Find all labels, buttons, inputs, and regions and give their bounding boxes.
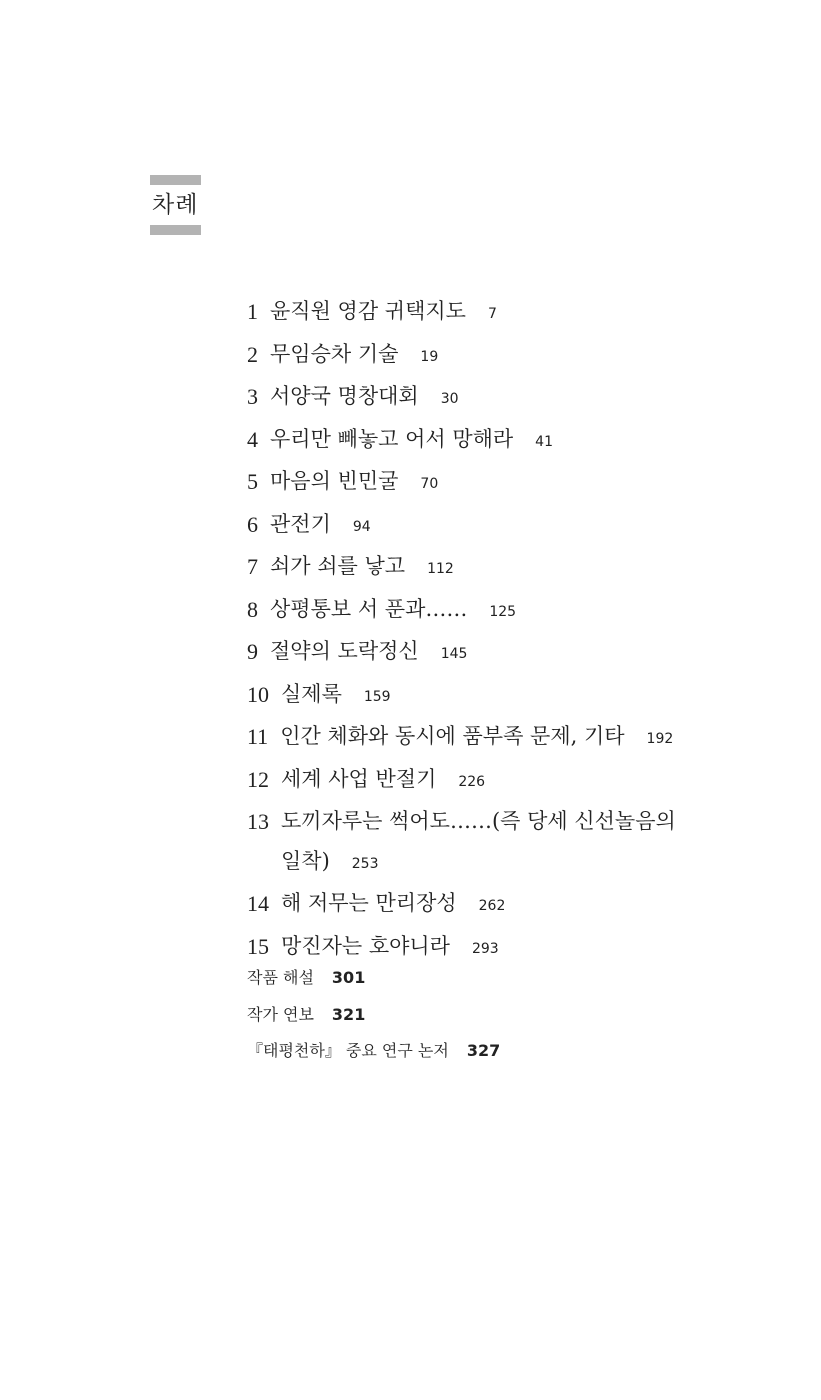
- chapter-page: 253: [351, 855, 379, 872]
- page-title: 차례: [152, 192, 199, 218]
- chapter-number: 11: [247, 724, 269, 749]
- chapter-title: 무임승차 기술: [270, 341, 399, 366]
- appendix-entry[interactable]: [247, 960, 500, 997]
- toc-entry[interactable]: [247, 462, 687, 505]
- toc-entry[interactable]: [247, 760, 687, 803]
- chapter-title-wrap: [270, 335, 687, 378]
- chapter-title-wrap: [270, 292, 687, 335]
- chapter-number: 2: [247, 341, 258, 367]
- chapter-title: 서양국 명창대회: [270, 384, 419, 408]
- chapter-page: 145: [440, 646, 468, 662]
- chapter-title-wrap: [270, 505, 687, 548]
- chapter-title-wrap: [270, 420, 687, 463]
- chapter-number: 5: [247, 469, 258, 494]
- chapter-list: [247, 292, 687, 969]
- heading-bar-top: [150, 175, 201, 185]
- chapter-title-wrap: [270, 547, 687, 590]
- toc-entry[interactable]: [247, 505, 687, 548]
- chapter-title: 쇠가 쇠를 낳고: [270, 554, 406, 578]
- chapter-title: 망진자는 호야니라: [281, 933, 450, 958]
- heading-bar-bottom: [150, 225, 201, 235]
- appendix-title: 작품 해설: [247, 968, 314, 987]
- chapter-title-wrap: [270, 632, 687, 675]
- chapter-number: 8: [247, 596, 258, 622]
- toc-entry[interactable]: [247, 420, 687, 463]
- chapter-title: 우리만 빼놓고 어서 망해라: [270, 426, 514, 451]
- chapter-number: 9: [247, 639, 258, 664]
- chapter-title-wrap: [280, 717, 687, 760]
- chapter-page: 159: [363, 688, 391, 705]
- chapter-number: 6: [247, 511, 258, 537]
- appendix-page: 321: [331, 1004, 366, 1024]
- chapter-title-wrap: [281, 675, 687, 718]
- chapter-page: 226: [458, 773, 486, 790]
- chapter-title: 도끼자루는 썩어도……(즉 당세 신선놀음의 일착): [281, 809, 676, 873]
- chapter-page: 94: [352, 518, 371, 535]
- chapter-title-wrap: [281, 802, 687, 884]
- chapter-number: 13: [247, 809, 269, 834]
- chapter-title: 관전기: [270, 511, 331, 536]
- appendix-title: 작가 연보: [247, 1004, 314, 1024]
- chapter-page: 125: [489, 603, 517, 620]
- chapter-title-wrap: [281, 884, 687, 927]
- chapter-title: 절약의 도락정신: [270, 639, 419, 663]
- chapter-number: 1: [247, 299, 258, 324]
- chapter-title-wrap: [270, 590, 687, 633]
- chapter-page: 30: [440, 391, 459, 407]
- chapter-title-wrap: [270, 462, 687, 505]
- appendix-page: 327: [466, 1041, 501, 1060]
- toc-entry[interactable]: [247, 590, 687, 633]
- appendix-entry[interactable]: [247, 997, 500, 1034]
- chapter-title: 해 저무는 만리장성: [281, 891, 457, 915]
- chapter-title: 실제록: [281, 681, 342, 706]
- chapter-page: 70: [420, 476, 439, 492]
- chapter-page: 262: [478, 898, 506, 914]
- chapter-number: 4: [247, 426, 258, 452]
- toc-entry[interactable]: [247, 377, 687, 420]
- chapter-page: 112: [427, 561, 454, 577]
- chapter-title: 윤직원 영감 귀택지도: [270, 299, 466, 323]
- chapter-title-wrap: [270, 377, 687, 420]
- toc-entry[interactable]: [247, 632, 687, 675]
- appendix-entry[interactable]: [247, 1033, 500, 1070]
- chapter-title: 마음의 빈민굴: [270, 469, 399, 493]
- chapter-number: 7: [247, 554, 258, 579]
- appendix-page: 301: [331, 968, 366, 987]
- chapter-page: 41: [535, 433, 553, 450]
- chapter-title: 세계 사업 반절기: [281, 766, 437, 791]
- toc-entry[interactable]: [247, 547, 687, 590]
- chapter-page: 293: [471, 940, 499, 957]
- appendix-list: [247, 960, 500, 1070]
- chapter-number: 3: [247, 384, 258, 409]
- toc-entry[interactable]: [247, 292, 687, 335]
- chapter-number: 15: [247, 933, 269, 959]
- chapter-number: 12: [247, 766, 269, 792]
- toc-entry[interactable]: [247, 335, 687, 378]
- toc-entry[interactable]: [247, 675, 687, 718]
- toc-entry[interactable]: [247, 717, 687, 760]
- chapter-page: 7: [487, 306, 497, 322]
- chapter-title: 상평통보 서 푼과……: [270, 596, 468, 621]
- chapter-page: 19: [420, 348, 439, 365]
- chapter-page: 192: [646, 731, 674, 747]
- chapter-number: 10: [247, 681, 269, 707]
- toc-entry[interactable]: [247, 802, 687, 884]
- chapter-title-wrap: [281, 760, 687, 803]
- chapter-number: 14: [247, 891, 269, 916]
- chapter-title: 인간 체화와 동시에 품부족 문제, 기타: [280, 724, 625, 748]
- toc-entry[interactable]: [247, 884, 687, 927]
- appendix-title: 『태평천하』 중요 연구 논저: [247, 1041, 449, 1060]
